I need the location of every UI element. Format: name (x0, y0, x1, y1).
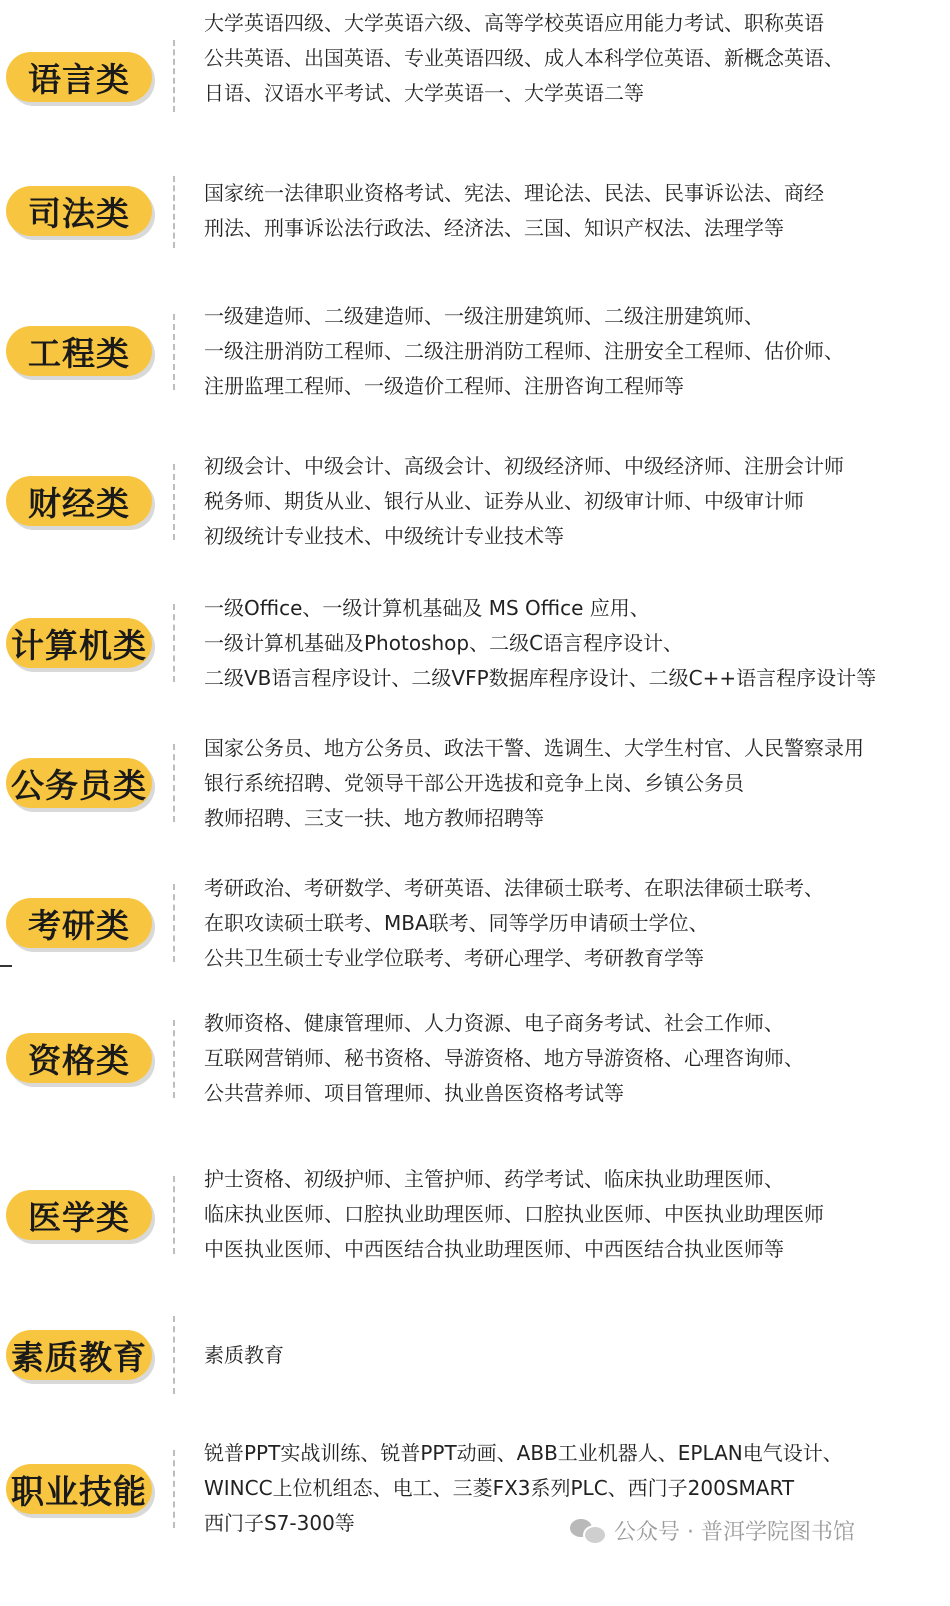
divider (173, 1176, 175, 1254)
category-label: 公务员类 (6, 758, 152, 808)
edge-mark (0, 965, 12, 967)
divider (173, 314, 175, 390)
item-line: 日语、汉语水平考试、大学英语一、大学英语二等 (204, 81, 644, 105)
item-line: 公共英语、出国英语、专业英语四级、成人本科学位英语、新概念英语、 (204, 46, 844, 70)
divider (173, 176, 175, 248)
item-line: 一级计算机基础及Photoshop、二级C语言程序设计、 (204, 631, 684, 655)
item-line: 教师招聘、三支一扶、地方教师招聘等 (204, 806, 544, 830)
item-line: 教师资格、健康管理师、人力资源、电子商务考试、社会工作师、 (204, 1011, 784, 1035)
item-line: WINCC上位机组态、电工、三菱FX3系列PLC、西门子200SMART (204, 1476, 795, 1500)
item-line: 西门子S7-300等 (204, 1511, 355, 1535)
item-line: 素质教育 (204, 1343, 284, 1367)
item-line: 公共营养师、项目管理师、执业兽医资格考试等 (204, 1081, 624, 1105)
item-line: 国家统一法律职业资格考试、宪法、理论法、民法、民事诉讼法、商经 (204, 181, 824, 205)
category-label: 资格类 (6, 1033, 152, 1083)
category-label: 考研类 (6, 898, 152, 948)
item-list (204, 449, 940, 554)
category-label: 财经类 (6, 476, 152, 526)
divider (173, 604, 175, 682)
item-line: 护士资格、初级护师、主管护师、药学考试、临床执业助理医师、 (204, 1167, 784, 1191)
item-line: 一级建造师、二级建造师、一级注册建筑师、二级注册建筑师、 (204, 304, 764, 328)
item-line: 在职攻读硕士联考、MBA联考、同等学历申请硕士学位、 (204, 911, 709, 935)
item-list (204, 1162, 940, 1267)
item-line: 临床执业医师、口腔执业助理医师、口腔执业医师、中医执业助理医师 (204, 1202, 824, 1226)
divider (173, 1316, 175, 1394)
divider (173, 1450, 175, 1528)
item-list (204, 1006, 940, 1111)
item-line: 税务师、期货从业、银行从业、证券从业、初级审计师、中级审计师 (204, 489, 804, 513)
item-line: 初级会计、中级会计、高级会计、初级经济师、中级经济师、注册会计师 (204, 454, 844, 478)
item-list (204, 1338, 940, 1373)
item-list (204, 299, 940, 404)
item-line: 锐普PPT实战训练、锐普PPT动画、ABB工业机器人、EPLAN电气设计、 (204, 1441, 843, 1465)
category-label: 司法类 (6, 186, 152, 236)
item-line: 公共卫生硕士专业学位联考、考研心理学、考研教育学等 (204, 946, 704, 970)
item-list (204, 6, 940, 111)
item-list (204, 871, 940, 976)
category-label: 工程类 (6, 326, 152, 376)
item-line: 一级Office、一级计算机基础及 MS Office 应用、 (204, 596, 650, 620)
item-line: 一级注册消防工程师、二级注册消防工程师、注册安全工程师、估价师、 (204, 339, 844, 363)
item-line: 二级VB语言程序设计、二级VFP数据库程序设计、二级C++语言程序设计等 (204, 666, 877, 690)
category-label: 素质教育 (6, 1330, 152, 1380)
item-line: 互联网营销师、秘书资格、导游资格、地方导游资格、心理咨询师、 (204, 1046, 804, 1070)
item-line: 银行系统招聘、党领导干部公开选拔和竞争上岗、乡镇公务员 (204, 771, 744, 795)
category-label: 职业技能 (6, 1464, 152, 1514)
category-label: 医学类 (6, 1190, 152, 1240)
item-line: 考研政治、考研数学、考研英语、法律硕士联考、在职法律硕士联考、 (204, 876, 824, 900)
item-line: 刑法、刑事诉讼法行政法、经济法、三国、知识产权法、法理学等 (204, 216, 784, 240)
wechat-icon (570, 1517, 604, 1543)
divider (173, 1020, 175, 1098)
divider (173, 884, 175, 962)
divider (173, 40, 175, 112)
item-list (204, 176, 940, 246)
item-line: 大学英语四级、大学英语六级、高等学校英语应用能力考试、职称英语 (204, 11, 824, 35)
watermark (570, 1512, 855, 1548)
item-line: 国家公务员、地方公务员、政法干警、选调生、大学生村官、人民警察录用 (204, 736, 864, 760)
watermark-text: 公众号 · 普洱学院图书馆 (614, 1519, 855, 1545)
item-line: 注册监理工程师、一级造价工程师、注册咨询工程师等 (204, 374, 684, 398)
category-label: 语言类 (6, 52, 152, 102)
divider (173, 744, 175, 822)
divider (173, 464, 175, 540)
item-list (204, 731, 940, 836)
category-label: 计算机类 (6, 618, 152, 668)
item-line: 中医执业医师、中西医结合执业助理医师、中西医结合执业医师等 (204, 1237, 784, 1261)
item-line: 初级统计专业技术、中级统计专业技术等 (204, 524, 564, 548)
item-list (204, 591, 940, 696)
